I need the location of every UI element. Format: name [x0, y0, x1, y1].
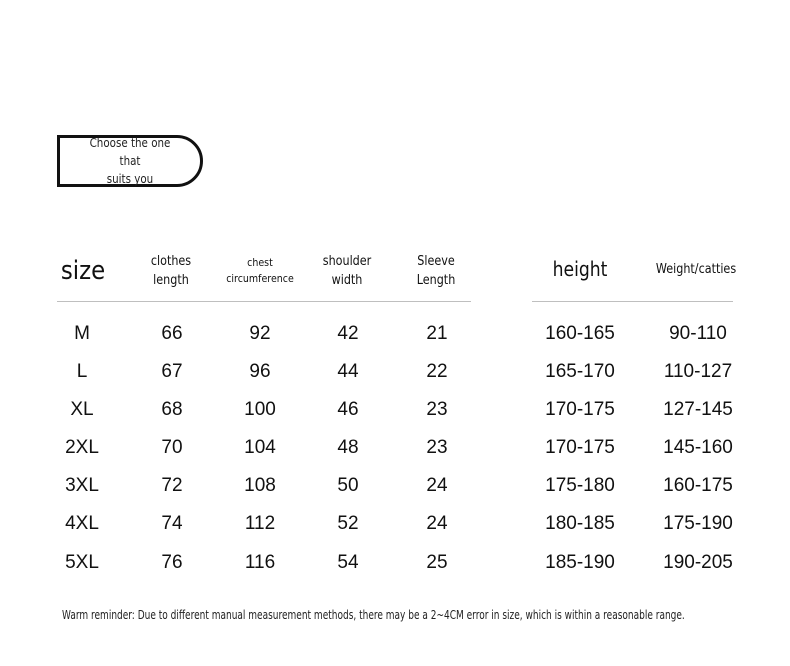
- header-divider-left: [57, 301, 471, 302]
- cell-sleeve: 22: [426, 361, 448, 382]
- cell-chest: 92: [249, 323, 271, 344]
- header-sleeve-length: Sleeve Length: [416, 254, 456, 288]
- header-size: size: [60, 256, 106, 286]
- cell-height: 170-175: [545, 399, 615, 420]
- cell-sleeve: 21: [426, 323, 448, 344]
- cell-height: 175-180: [545, 475, 615, 496]
- cell-clothes-length: 68: [161, 399, 183, 420]
- badge-text: Choose the one that suits you: [89, 136, 171, 186]
- cell-sleeve: 23: [426, 437, 448, 458]
- cell-clothes-length: 72: [161, 475, 183, 496]
- choose-size-badge: [57, 135, 203, 187]
- table-row: [0, 315, 790, 353]
- cell-height: 185-190: [545, 552, 615, 573]
- header-shoulder-width: shoulder width: [322, 254, 372, 288]
- table-row: [0, 505, 790, 543]
- header-height: height: [552, 257, 608, 281]
- cell-sleeve: 24: [426, 513, 448, 534]
- header-divider-right: [532, 301, 733, 302]
- cell-size: L: [76, 361, 88, 382]
- cell-shoulder: 50: [337, 475, 359, 496]
- cell-chest: 116: [244, 552, 276, 573]
- cell-weight: 145-160: [663, 437, 733, 458]
- cell-clothes-length: 66: [161, 323, 183, 344]
- cell-clothes-length: 70: [161, 437, 183, 458]
- cell-clothes-length: 67: [161, 361, 183, 382]
- cell-shoulder: 48: [337, 437, 359, 458]
- cell-size: 5XL: [65, 552, 99, 573]
- cell-size: 2XL: [65, 437, 99, 458]
- table-row: [0, 544, 790, 582]
- cell-height: 170-175: [545, 437, 615, 458]
- header-chest-circumference: chest circumference: [226, 256, 294, 285]
- cell-weight: 160-175: [663, 475, 733, 496]
- cell-height: 180-185: [545, 513, 615, 534]
- cell-sleeve: 24: [426, 475, 448, 496]
- cell-chest: 96: [249, 361, 271, 382]
- cell-shoulder: 54: [337, 552, 359, 573]
- cell-chest: 100: [244, 399, 276, 420]
- cell-chest: 112: [244, 513, 276, 534]
- cell-shoulder: 52: [337, 513, 359, 534]
- table-row: [0, 467, 790, 505]
- cell-weight: 190-205: [663, 552, 733, 573]
- table-row: [0, 429, 790, 467]
- cell-chest: 108: [244, 475, 276, 496]
- cell-height: 165-170: [545, 361, 615, 382]
- cell-size: M: [74, 323, 90, 344]
- cell-size: 4XL: [65, 513, 99, 534]
- cell-size: 3XL: [65, 475, 99, 496]
- header-clothes-length: clothes length: [150, 254, 192, 288]
- cell-weight: 90-110: [669, 323, 727, 344]
- cell-shoulder: 44: [337, 361, 359, 382]
- table-row: [0, 353, 790, 391]
- cell-height: 160-165: [545, 323, 615, 344]
- cell-clothes-length: 76: [161, 552, 183, 573]
- cell-size: XL: [70, 399, 94, 420]
- header-weight: Weight/catties: [655, 261, 737, 277]
- warm-reminder: Warm reminder: Due to different manual measurement methods, there may be a 2~4CM error in size, which is within a reasonable range.: [62, 608, 685, 622]
- cell-weight: 127-145: [663, 399, 733, 420]
- cell-chest: 104: [244, 437, 276, 458]
- cell-shoulder: 42: [337, 323, 359, 344]
- cell-weight: 175-190: [663, 513, 733, 534]
- cell-sleeve: 25: [426, 552, 448, 573]
- cell-clothes-length: 74: [161, 513, 183, 534]
- table-row: [0, 391, 790, 429]
- cell-weight: 110-127: [663, 361, 733, 382]
- cell-shoulder: 46: [337, 399, 359, 420]
- cell-sleeve: 23: [426, 399, 448, 420]
